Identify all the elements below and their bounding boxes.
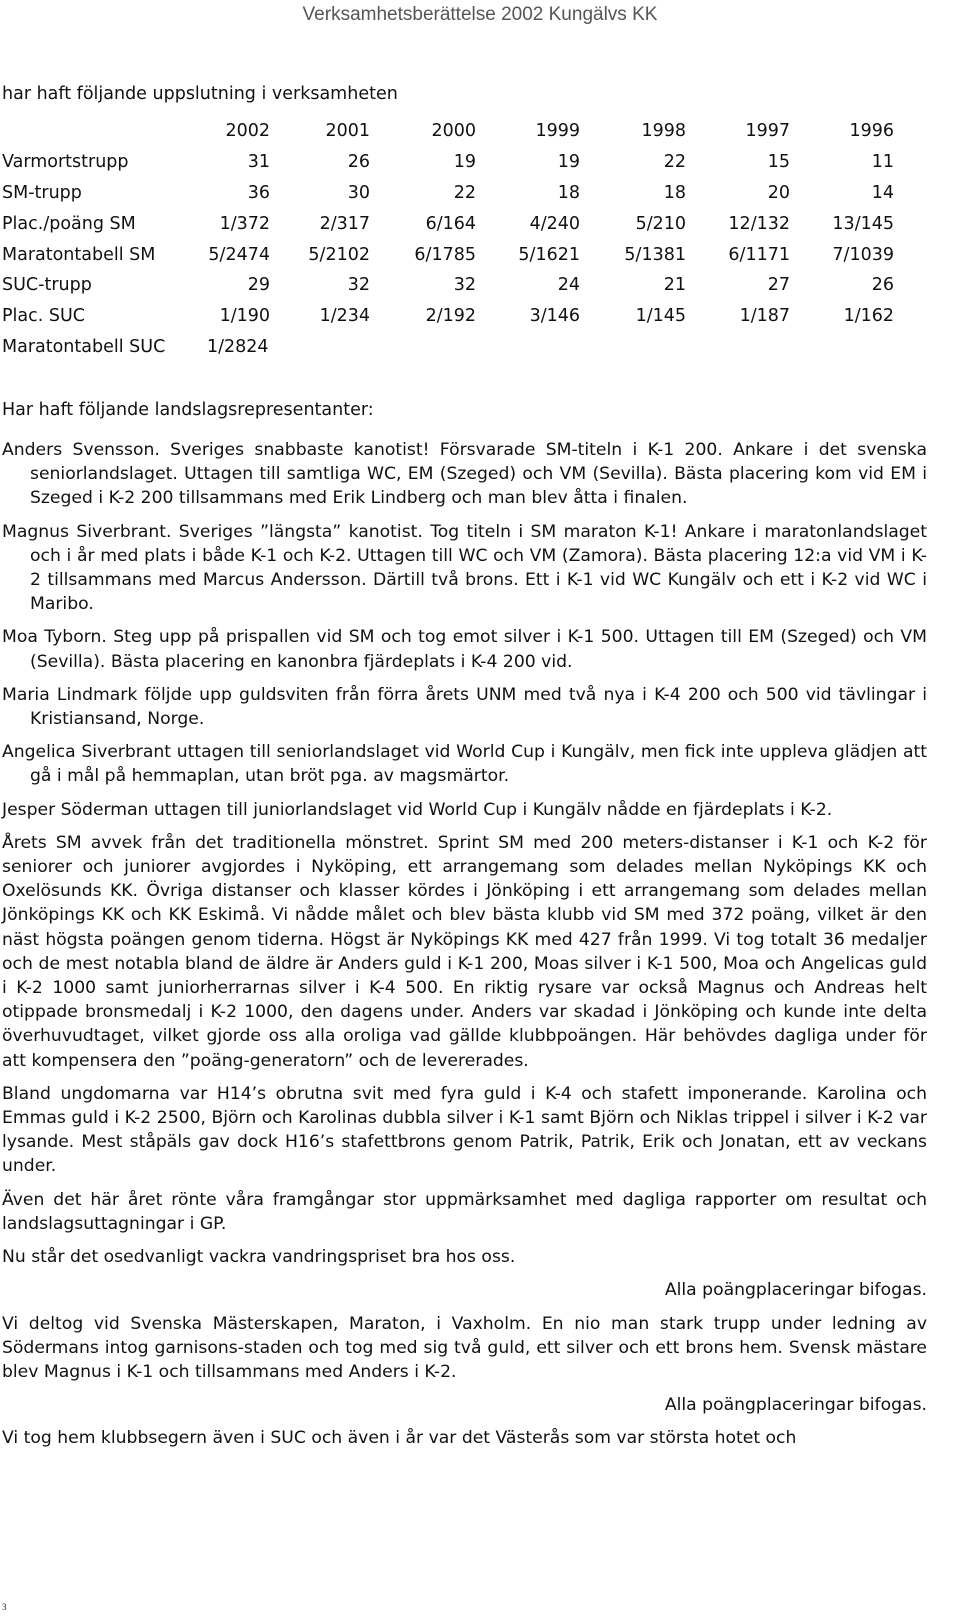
paragraph: Vi deltog vid Svenska Mästerskapen, Maraton, i Vaxholm. En nio man stark trupp under ledning av Södermans intog garnisons-staden och tog med sig två guld, ett silver och ett brons hem. Svensk mästare blev Magnus i K-1 och tillsammans med Anders i K-2. <box>2 1313 927 1382</box>
row-label: Maratontabell SM <box>2 244 156 265</box>
row-label: Maratontabell SUC <box>2 336 166 357</box>
table-row <box>2 208 894 239</box>
table-cell: 27 <box>767 275 790 296</box>
page-number: 3 <box>2 1602 7 1612</box>
table-cell: 1/145 <box>635 306 686 327</box>
table-corner <box>2 116 207 147</box>
table-cell: 18 <box>557 182 580 203</box>
paragraph: Magnus Siverbrant. Sveriges ”längsta” kanotist. Tog titeln i SM maraton K-1! Ankare i maratonlandslaget och i år med plats i både K-1 och K-2. Uttagen till WC och VM (Zamora). Bästa placering 12:a vid VM i K-2 tillsammans med Marcus Andersson. Därtill två brons. Ett i K-1 vid WC Kungälv och ett i K-2 vid WC i Maribo. <box>2 521 927 615</box>
table-cell: 12/132 <box>728 213 790 234</box>
table-cell: 32 <box>453 275 476 296</box>
table-cell <box>476 332 580 363</box>
table-row <box>2 332 894 363</box>
table-cell: 13/145 <box>832 213 894 234</box>
table-row <box>2 239 894 270</box>
table-cell: 1/234 <box>319 306 370 327</box>
paragraph: Bland ungdomarna var H14’s obrutna svit med fyra guld i K-4 och stafett imponerande. Karolina och Emmas guld i K-2 2500, Björn och Karolinas dubbla silver i K-1 samt Björn och Niklas trippel i silver i K-2 var lysande. Mest ståpäls gav dock H16’s stafettbrons genom Patrik, Patrik, Erik och Jonatan, ett av veckans under. <box>2 1083 927 1177</box>
table-row <box>2 270 894 301</box>
year-header: 2001 <box>325 121 370 142</box>
table-cell: 22 <box>663 152 686 173</box>
table-cell: 5/2102 <box>308 244 370 265</box>
table-cell: 15 <box>767 152 790 173</box>
paragraph: Maria Lindmark följde upp guldsviten från förra årets UNM med två nya i K-4 200 och 500 vid tävlingar i Kristiansand, Norge. <box>2 684 927 730</box>
table-cell <box>686 332 790 363</box>
table-cell: 31 <box>247 152 270 173</box>
table-cell: 1/372 <box>219 213 270 234</box>
participation-table <box>2 116 894 362</box>
table-cell <box>580 332 686 363</box>
year-header: 1996 <box>849 121 894 142</box>
row-label: SUC-trupp <box>2 275 92 296</box>
table-cell: 24 <box>557 275 580 296</box>
table-cell <box>790 332 894 363</box>
year-header: 1999 <box>535 121 580 142</box>
table-cell: 21 <box>663 275 686 296</box>
paragraph: Årets SM avvek från det traditionella mönstret. Sprint SM med 200 meters-distanser i K-1 och K-2 för seniorer och juniorer avgjordes i Nyköping, ett arrangemang som delades mellan Nyköpings KK och Oxelösunds KK. Övriga distanser och klasser kördes i Jönköping i ett arrangemang som delades mellan Jönköpings KK och KK Eskimå. Vi nådde målet och blev bästa klubb vid SM med 372 poäng, vilket är den näst högsta poängen genom tiderna. Högst är Nyköpings KK med 427 från 1999. Vi tog totalt 36 medaljer och de mest notabla bland de äldre är Anders guld i K-1 200, Moas silver i K-1 500, Moa och Angelicas guld i K-2 1000 samt juniorherrarnas silver i K-4 500. En riktig rysare var också Magnus och Andreas helt otippade bronsmedalj i K-2 1000, den dagens under. Anders var skadad i Jönköping och kunde inte delta överhuvudtaget, vilket gjorde oss alla oroliga vad gällde klubbpoängen. Här behövdes dagliga under för att kompensera den ”poäng-generatorn” och de levererades. <box>2 832 927 1071</box>
table-header-row <box>2 116 894 147</box>
paragraph: Moa Tyborn. Steg upp på prispallen vid SM och tog emot silver i K-1 500. Uttagen till EM (Szeged) och VM (Sevilla). Bästa placering en kanonbra fjärdeplats i K-4 200 vid. <box>2 627 927 672</box>
paragraph: Anders Svensson. Sveriges snabbaste kanotist! Försvarade SM-titeln i K-1 200. Ankare i det svenska seniorlandslaget. Uttagen till samtliga WC, EM (Szeged) och VM (Sevilla). Bästa placering kom vid EM i Szeged i K-2 200 tillsammans med Erik Lindberg och man blev åtta i finalen. <box>2 440 927 509</box>
table-cell: 3/146 <box>529 306 580 327</box>
table-cell: 22 <box>453 182 476 203</box>
row-label: Plac./poäng SM <box>2 213 136 234</box>
table-cell: 7/1039 <box>832 244 894 265</box>
year-header: 1998 <box>641 121 686 142</box>
table-cell: 6/1171 <box>728 244 790 265</box>
table-cell: 5/1621 <box>518 244 580 265</box>
table-cell: 1/162 <box>843 306 894 327</box>
table-cell: 5/2474 <box>208 244 270 265</box>
table-cell <box>370 332 476 363</box>
table-cell: 30 <box>347 182 370 203</box>
table-cell: 1/187 <box>739 306 790 327</box>
table-row <box>2 178 894 209</box>
table-cell: 2/192 <box>425 306 476 327</box>
table-cell: 1/2824 <box>207 336 269 357</box>
table-cell: 26 <box>871 275 894 296</box>
table-row <box>2 301 894 332</box>
table-cell: 20 <box>767 182 790 203</box>
table-cell: 18 <box>663 182 686 203</box>
year-header: 2002 <box>225 121 270 142</box>
paragraph: Angelica Siverbrant uttagen till seniorlandslaget vid World Cup i Kungälv, men fick inte uppleva glädjen att gå i mål på hemmaplan, utan bröt pga. av magsmärtor. <box>2 742 927 787</box>
table-cell: 29 <box>247 275 270 296</box>
table-cell: 4/240 <box>529 213 580 234</box>
table-cell: 1/190 <box>219 306 270 327</box>
intro-text: har haft följande uppslutning i verksamheten <box>2 84 398 104</box>
table-cell: 6/164 <box>425 213 476 234</box>
row-label: Plac. SUC <box>2 306 86 327</box>
attachment-note: Alla poängplaceringar bifogas. <box>664 1395 927 1416</box>
table-cell: 36 <box>247 182 270 203</box>
attachment-note: Alla poängplaceringar bifogas. <box>664 1280 927 1301</box>
table-row <box>2 147 894 178</box>
table-cell: 32 <box>347 275 370 296</box>
body-text <box>2 438 927 1460</box>
row-label: SM-trupp <box>2 182 82 203</box>
table-cell: 11 <box>871 152 894 173</box>
table-cell: 5/210 <box>635 213 686 234</box>
year-header: 1997 <box>745 121 790 142</box>
year-header: 2000 <box>431 121 476 142</box>
table-cell: 19 <box>453 152 476 173</box>
row-label: Varmortstrupp <box>2 152 129 173</box>
table-cell: 6/1785 <box>414 244 476 265</box>
paragraph: Nu står det osedvanligt vackra vandringspriset bra hos oss. <box>2 1247 516 1268</box>
table-cell: 2/317 <box>319 213 370 234</box>
table-cell: 5/1381 <box>624 244 686 265</box>
table-cell: 14 <box>871 182 894 203</box>
paragraph: Även det här året rönte våra framgångar stor uppmärksamhet med dagliga rapporter om resultat och landslagsuttagningar i GP. <box>2 1189 927 1234</box>
paragraph: Vi tog hem klubbsegern även i SUC och även i år var det Västerås som var största hotet och <box>2 1428 797 1449</box>
section-title: Har haft följande landslagsrepresentanter: <box>2 400 374 420</box>
paragraph: Jesper Söderman uttagen till juniorlandslaget vid World Cup i Kungälv nådde en fjärdeplats i K-2. <box>2 799 833 820</box>
table-cell: 19 <box>557 152 580 173</box>
table-cell: 26 <box>347 152 370 173</box>
page-header: Verksamhetsberättelse 2002 Kungälvs KK <box>302 4 658 25</box>
